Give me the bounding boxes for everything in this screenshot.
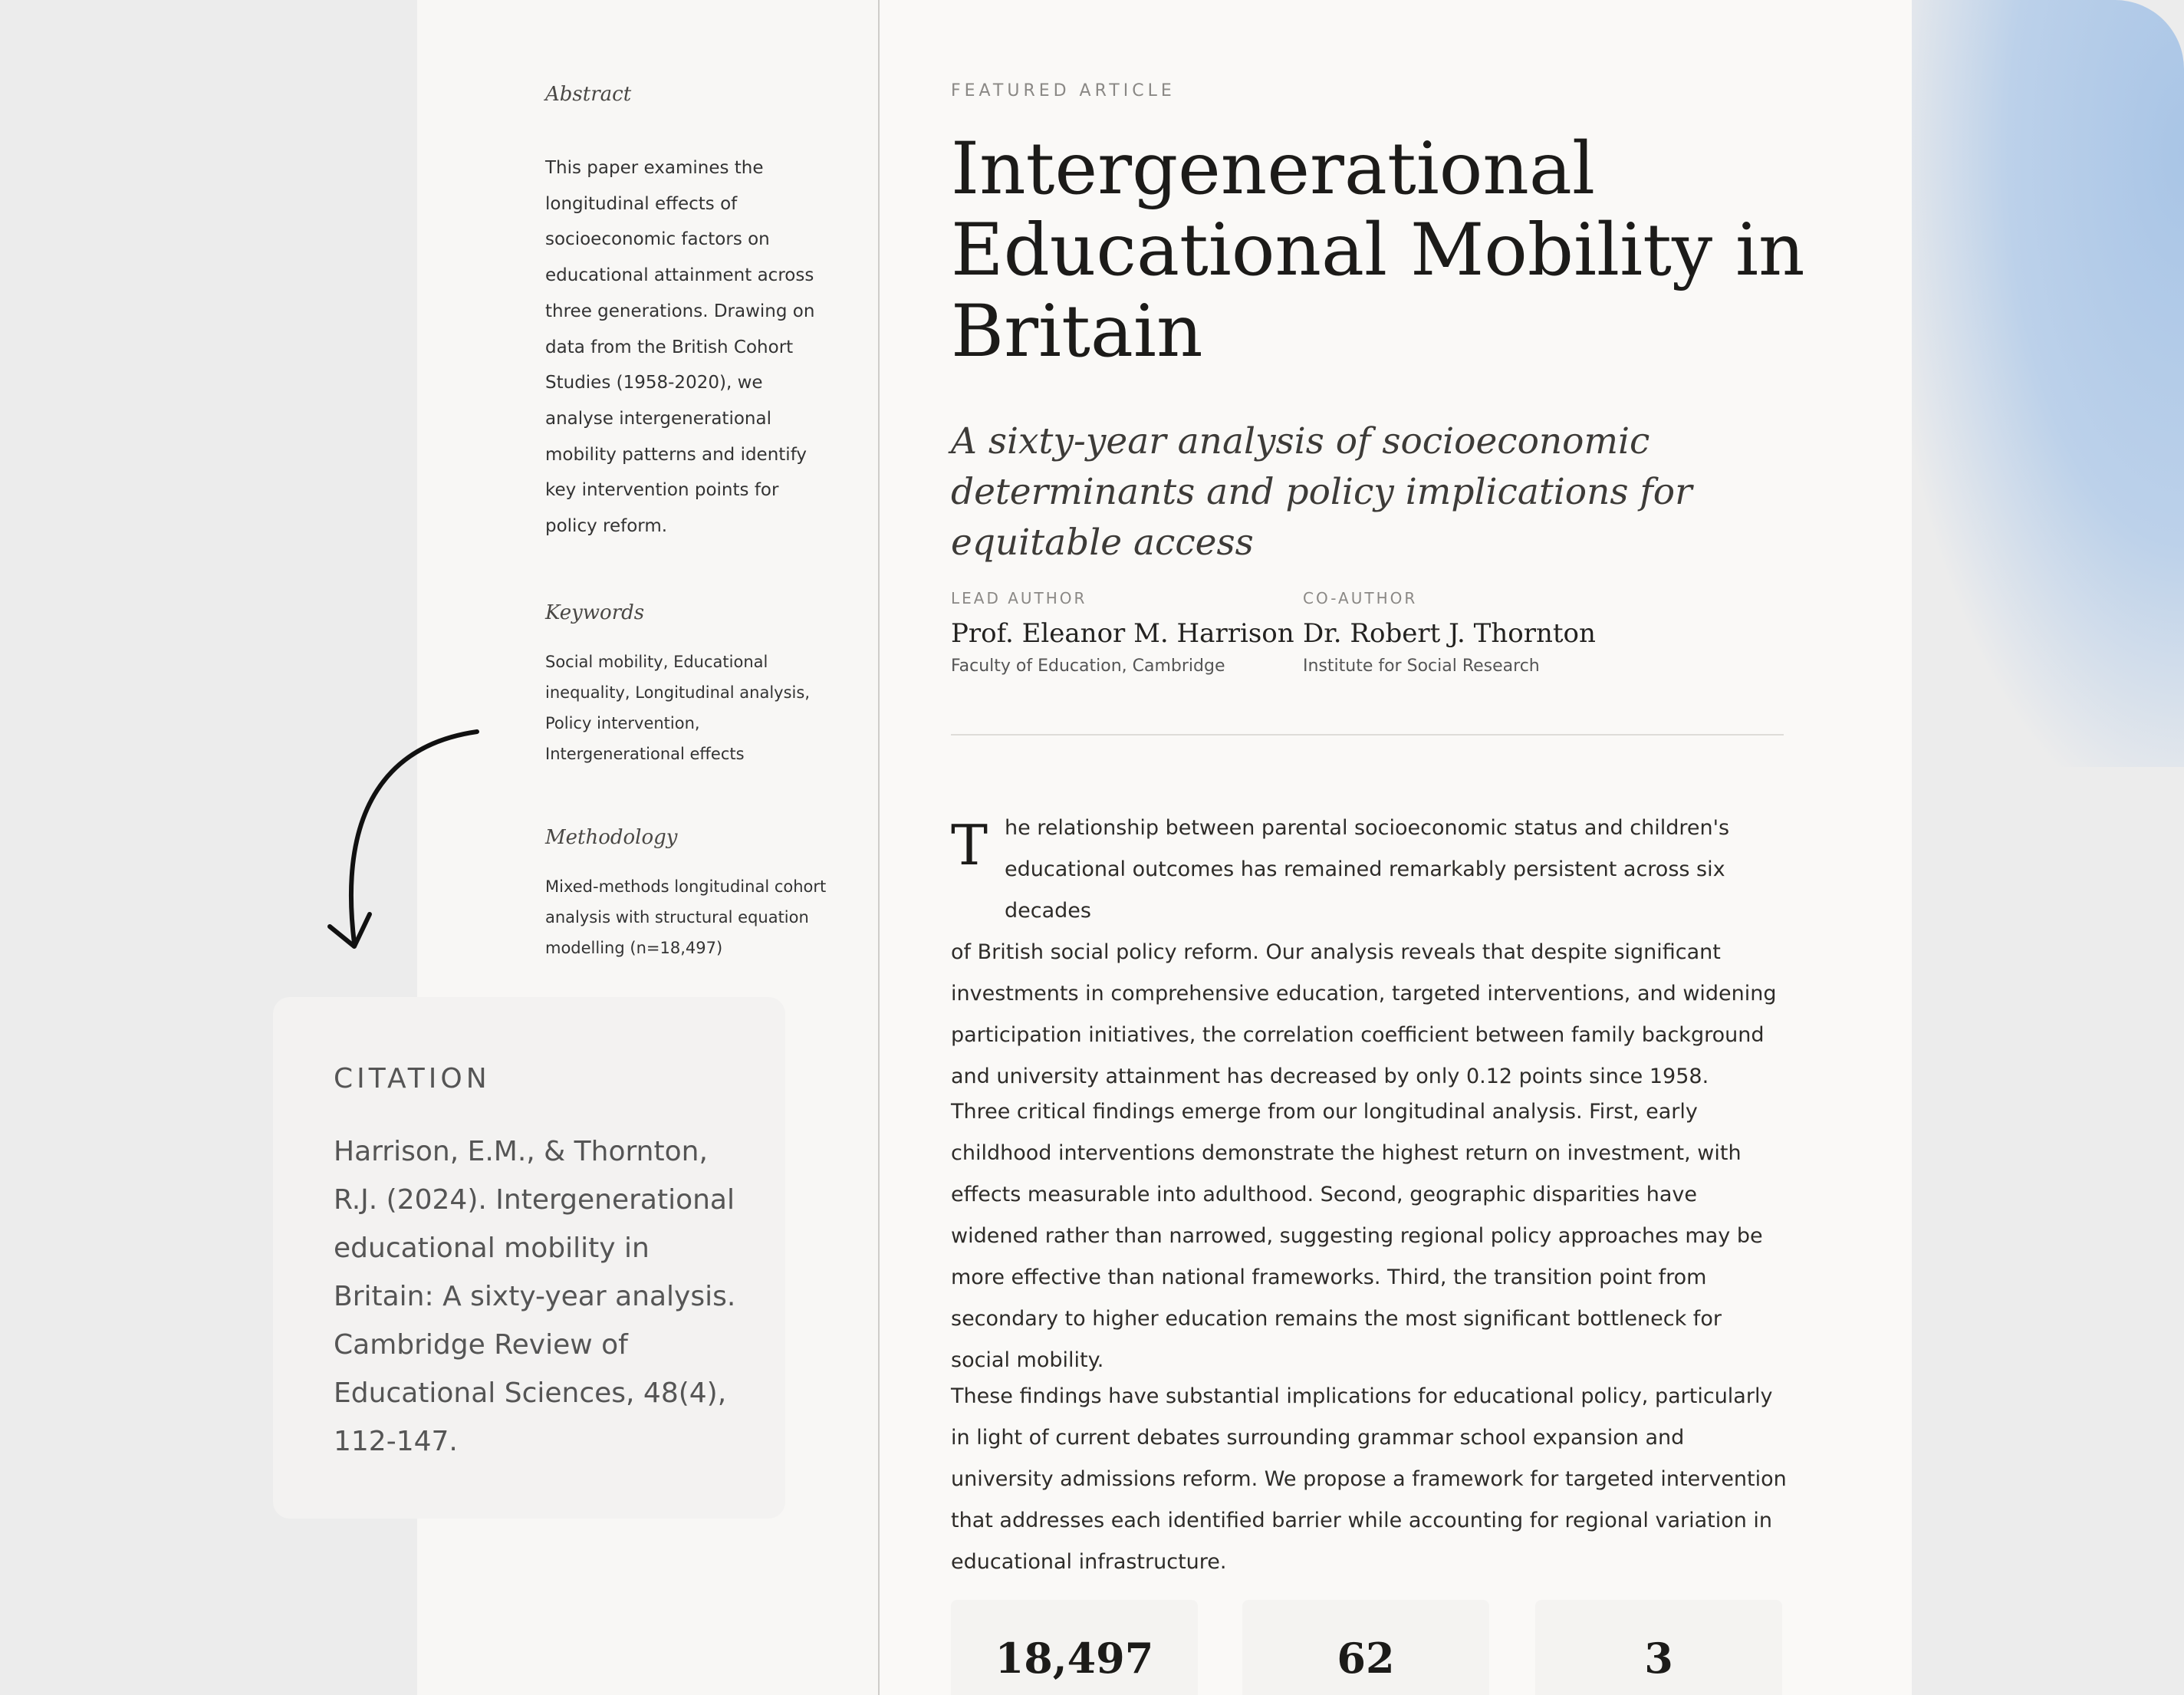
- decorative-gradient: [1908, 0, 2184, 767]
- author-name: Dr. Robert J. Thornton: [1303, 618, 1596, 649]
- stat-value: 18,497: [995, 1634, 1154, 1683]
- author-role: LEAD AUTHOR: [951, 589, 1087, 607]
- abstract-text: This paper examines the longitudinal effects of socioeconomic factors on educational attainment across three generations. Drawing on data from the British Cohort Studies (1958-2020), we analyse intergenerational mobility patterns and identify key intervention points for policy reform.: [545, 158, 815, 537]
- stat-value: 3: [1644, 1634, 1673, 1683]
- stat-value: 62: [1337, 1634, 1395, 1683]
- lead-author: [951, 589, 1294, 676]
- stat-card: [951, 1600, 1198, 1695]
- eyebrow-label: FEATURED ARTICLE: [951, 81, 1176, 100]
- paragraph-1-rest: of British social policy reform. Our analysis reveals that despite significant investments in comprehensive education, targeted interventions, and widening participation initiatives, the correlation coefficient between family background and university attainment has decreased by only 0.12 points since 1958.: [951, 940, 1777, 1088]
- co-author: [1303, 589, 1596, 676]
- abstract-heading: Abstract: [545, 83, 632, 106]
- author-name: Prof. Eleanor M. Harrison: [951, 618, 1294, 649]
- article-title: Intergenerational Educational Mobility in Britain: [951, 127, 1805, 374]
- article-subtitle: A sixty-year analysis of socioeconomic determinants and policy implications for equitable access: [951, 420, 1692, 564]
- curved-arrow-icon: [307, 721, 491, 966]
- author-role: CO-AUTHOR: [1303, 589, 1418, 607]
- paragraph-1-second-line: educational outcomes has remained remarkably persistent across six decades: [1005, 857, 1725, 923]
- body-paragraph-2: Three critical findings emerge from our longitudinal analysis. First, early childhood interventions demonstrate the highest return on investment, with effects measurable into adulthood. Second, geographic disparities have widened rather than narrowed, suggesting regional policy approaches may be more effective than national frameworks. Third, the transition point from secondary to higher education remains the most significant bottleneck for social mobility.: [951, 1100, 1763, 1372]
- keywords-heading: Keywords: [545, 601, 645, 624]
- citation-card: [273, 997, 785, 1519]
- drop-cap: T: [951, 813, 988, 877]
- section-divider: [951, 734, 1784, 736]
- author-affiliation: Institute for Social Research: [1303, 657, 1540, 676]
- stat-card: [1242, 1600, 1489, 1695]
- methodology-heading: Methodology: [545, 826, 678, 849]
- body-paragraph-1: [951, 808, 1787, 1098]
- keywords-text: Social mobility, Educational inequality, Longitudinal analysis, Policy intervention, Intergenerational effects: [545, 653, 811, 763]
- citation-label: CITATION: [334, 1063, 491, 1094]
- author-affiliation: Faculty of Education, Cambridge: [951, 657, 1225, 676]
- methodology-text: Mixed-methods longitudinal cohort analysis with structural equation modelling (n=18,497): [545, 877, 827, 957]
- paragraph-1-first-line: he relationship between parental socioeconomic status and children's: [1005, 816, 1730, 840]
- stat-card: [1535, 1600, 1782, 1695]
- citation-text: Harrison, E.M., & Thornton, R.J. (2024). Intergenerational educational mobility in Britain: A sixty-year analysis. Cambridge Review of Educational Sciences, 48(4), 112-147.: [334, 1136, 736, 1457]
- body-paragraph-3: These findings have substantial implications for educational policy, particularly in light of current debates surrounding grammar school expansion and university admissions reform. We propose a framework for targeted intervention that addresses each identified barrier while accounting for regional variation in educational infrastructure.: [951, 1384, 1787, 1574]
